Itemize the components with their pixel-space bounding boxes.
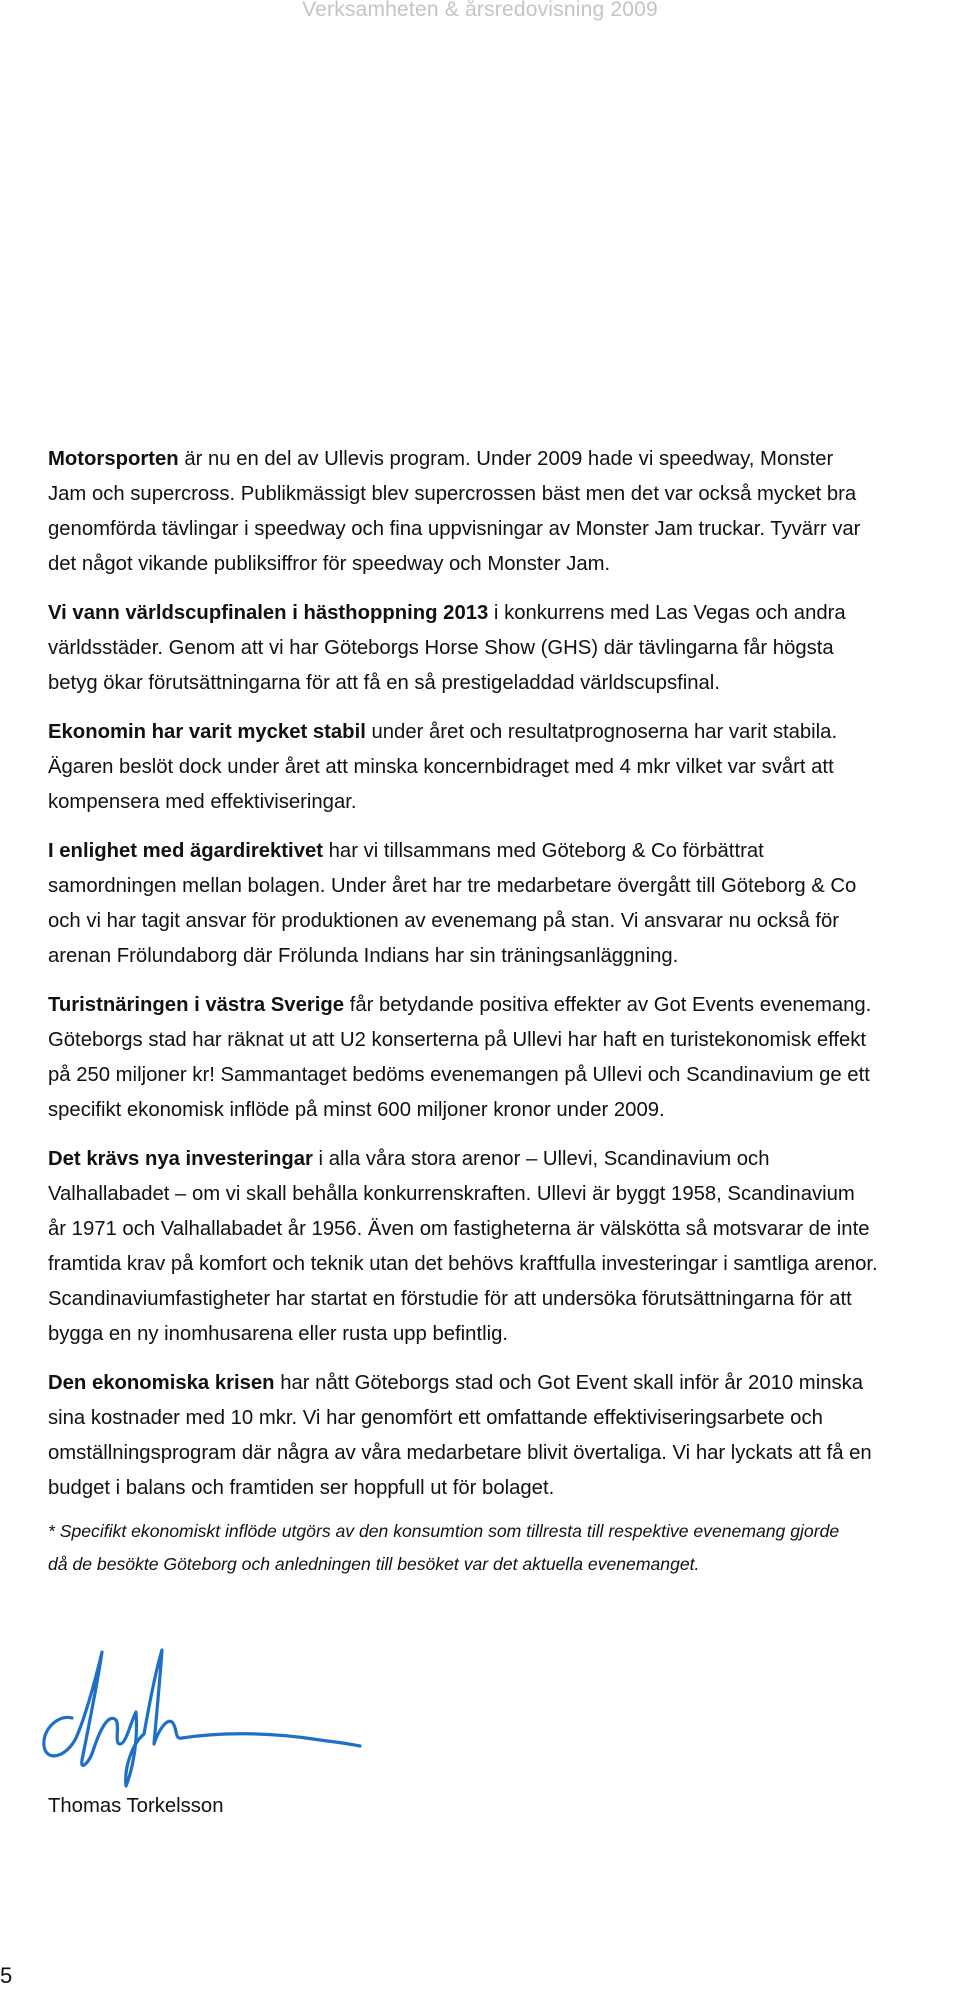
paragraph-crisis (48, 1366, 956, 1506)
paragraph-lead: Motorsporten (48, 448, 179, 470)
running-header: Verksamheten & årsredovisning 2009 (302, 0, 658, 21)
paragraph-text: har nått Göteborgs stad och Got Event skall inför år 2010 minska sina kostnader med 10 mkr. Vi har genomfört ett omfattande effektiviseringsarbete och omställningsprogram där några av våra medarbetare blivit övertaliga. Vi har lyckats att få en budget i balans och framtiden ser hoppfull ut för bolaget. (48, 1372, 872, 1499)
paragraph-lead: Det krävs nya investeringar (48, 1148, 313, 1170)
signature-stroke (94, 1712, 144, 1786)
paragraph-text: får betydande positiva effekter av Got Events evenemang. Göteborgs stad har räknat ut att U2 konserterna på Ullevi har haft en turistekonomisk effekt på 250 miljoner kr! Sammantaget bedöms evenemangen på Ullevi och Scandinavium ge ett specifikt ekonomisk inflöde på minst 600 miljoner kronor under 2009. (48, 994, 872, 1121)
paragraph-lead: Turistnäringen i västra Sverige (48, 994, 345, 1016)
paragraph-motorsport (48, 442, 956, 582)
paragraph-text: under året och resultatprognoserna har varit stabila. Ägaren beslöt dock under året att minska koncernbidraget med 4 mkr vilket var svårt att kompensera med effektiviseringar. (48, 721, 838, 813)
paragraph-lead: I enlighet med ägardirektivet (48, 840, 324, 862)
signature-image (20, 1640, 380, 1790)
footnote: * Specifikt ekonomiskt inflöde utgörs av den konsumtion som tillresta till respektive evenemang gjorde då de besökte Göteborg och anledningen till besöket var det aktuella evenemanget. (48, 1521, 840, 1574)
paragraph-economy (48, 715, 956, 820)
paragraph-text: har vi tillsammans med Göteborg & Co förbättrat samordningen mellan bolagen. Under året har tre medarbetare övergått till Göteborg & Co och vi har tagit ansvar för produktionen av evenemang på stan. Vi ansvarar nu också för arenan Frölundaborg där Frölunda Indians har sin träningsanläggning. (48, 840, 857, 967)
paragraph-text: i alla våra stora arenor – Ullevi, Scandinavium och Valhallabadet – om vi skall behålla konkurrenskraften. Ullevi är byggt 1958, Scandinavium år 1971 och Valhallabadet år 1956. Även om fastigheterna är välskötta så motsvarar de inte framtida krav på komfort och teknik utan det behövs kraftfulla investeringar i samtliga arenor. Scandinaviumfastigheter har startat en förstudie för att undersöka förutsättningarna för att bygga en ny inomhusarena eller rusta upp befintlig. (48, 1148, 878, 1345)
paragraph-lead: Ekonomin har varit mycket stabil (48, 721, 366, 743)
signatory-name: Thomas Torkelsson (48, 1795, 224, 1817)
body-text (48, 442, 956, 1520)
page-number: 5 (0, 1963, 13, 1988)
paragraph-investments (48, 1142, 956, 1352)
paragraph-world-cup (48, 596, 956, 701)
paragraph-text: i konkurrens med Las Vegas och andra världsstäder. Genom att vi har Göteborgs Horse Show (GHS) där tävlingarna får högsta betyg ökar förutsättningarna för att få en så prestigeladdad världscupsfinal. (48, 602, 846, 694)
paragraph-owner-directive (48, 834, 956, 974)
paragraph-text: är nu en del av Ullevis program. Under 2009 hade vi speedway, Monster Jam och supercross. Publikmässigt blev supercrossen bäst men det var också mycket bra genomförda tävlingar i speedway och fina uppvisningar av Monster Jam truckar. Tyvärr var det något vikande publiksiffror för speedway och Monster Jam. (48, 448, 861, 575)
paragraph-tourism (48, 988, 956, 1128)
signature-stroke (144, 1650, 360, 1746)
paragraph-lead: Den ekonomiska krisen (48, 1372, 275, 1394)
paragraph-lead: Vi vann världscupfinalen i hästhoppning 2013 (48, 602, 489, 624)
